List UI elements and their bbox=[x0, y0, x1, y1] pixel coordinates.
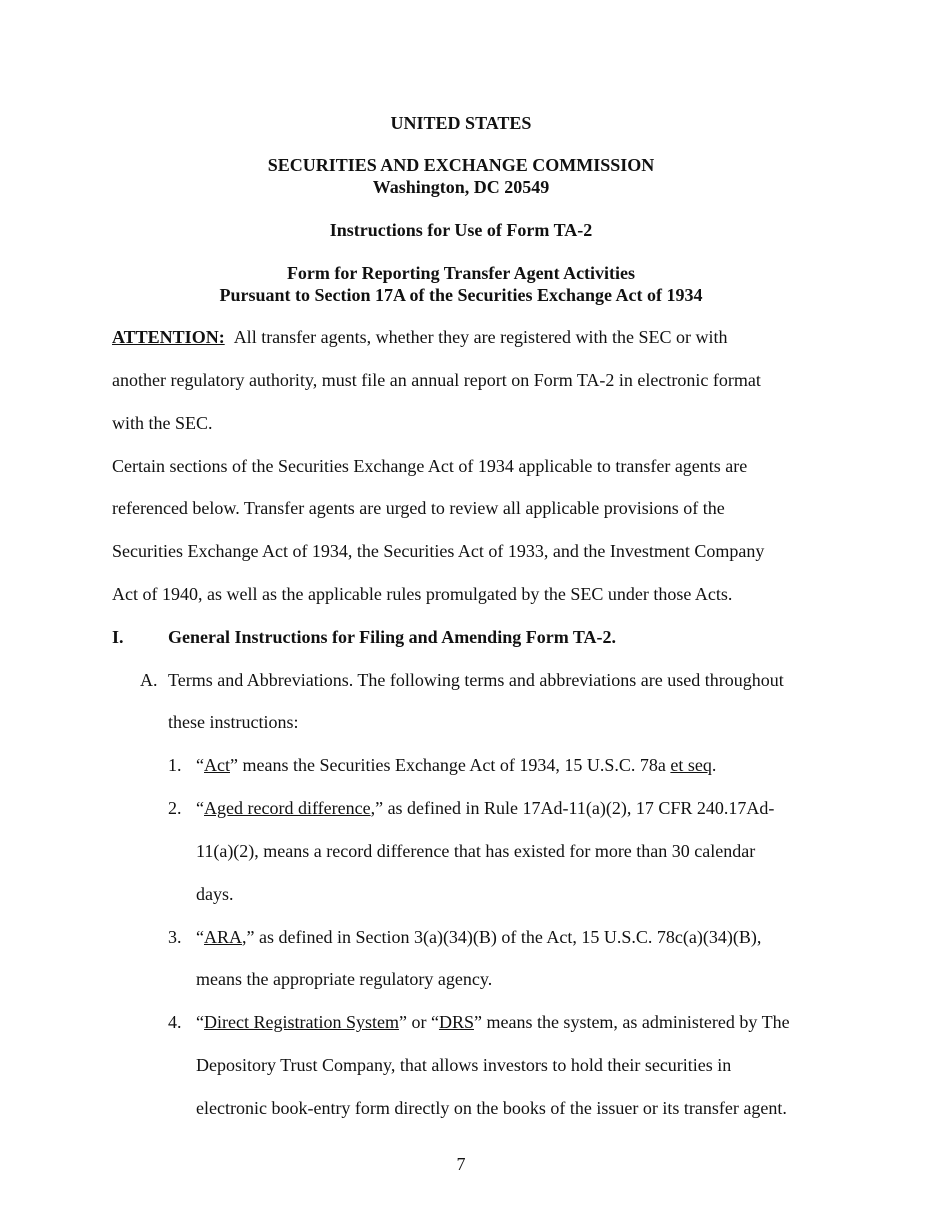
definition-drs-line1 bbox=[196, 1011, 790, 1033]
term-act: Act bbox=[204, 755, 230, 775]
section-number: I. bbox=[112, 627, 124, 647]
form-title-line1: Form for Reporting Transfer Agent Activities bbox=[286, 263, 636, 283]
definition-text: ,” as defined in Section 3(a)(34)(B) of the Act, 15 U.S.C. 78c(a)(34)(B), bbox=[242, 927, 762, 947]
attention-label: ATTENTION: bbox=[112, 327, 225, 347]
intro-line2: referenced below. Transfer agents are urged to review all applicable provisions of the bbox=[112, 498, 725, 518]
term-drs: DRS bbox=[438, 1012, 474, 1032]
attention-text: All transfer agents, whether they are registered with the SEC or with bbox=[233, 327, 728, 347]
definition-text: ” means the system, as administered by The bbox=[473, 1012, 790, 1032]
quote-open: “ bbox=[196, 755, 204, 775]
subsection-line2: these instructions: bbox=[168, 712, 299, 732]
term-ara: ARA bbox=[204, 927, 243, 947]
form-title-line2: Pursuant to Section 17A of the Securities Exchange Act of 1934 bbox=[219, 285, 703, 305]
definition-text: ” means the Securities Exchange Act of 1934, 15 U.S.C. 78a bbox=[230, 755, 671, 775]
definition-aged-record-line3: days. bbox=[196, 884, 234, 904]
subsection-line1: Terms and Abbreviations. The following terms and abbreviations are used throughout bbox=[168, 670, 784, 690]
definition-text: ,” as defined in Rule 17Ad-11(a)(2), 17 CFR 240.17Ad- bbox=[370, 798, 775, 818]
period: . bbox=[711, 755, 717, 775]
page-number: 7 bbox=[456, 1154, 466, 1174]
intro-line3: Securities Exchange Act of 1934, the Securities Act of 1933, and the Investment Company bbox=[112, 541, 765, 561]
quote-open: “ bbox=[196, 798, 204, 818]
term-aged-record-difference: Aged record difference bbox=[204, 798, 371, 818]
definition-act bbox=[196, 754, 716, 776]
definition-aged-record-line2: 11(a)(2), means a record difference that has existed for more than 30 calendar bbox=[196, 841, 756, 861]
heading-country: UNITED STATES bbox=[390, 113, 532, 133]
definition-number: 3. bbox=[168, 927, 182, 947]
definition-drs-line2: Depository Trust Company, that allows investors to hold their securities in bbox=[196, 1055, 732, 1075]
heading-agency: SECURITIES AND EXCHANGE COMMISSION bbox=[267, 155, 655, 175]
attention-line3: with the SEC. bbox=[112, 413, 213, 433]
definition-number: 1. bbox=[168, 755, 182, 775]
intro-line1: Certain sections of the Securities Exchange Act of 1934 applicable to transfer agents are bbox=[112, 456, 748, 476]
attention-paragraph-line1 bbox=[112, 326, 728, 348]
instructions-title: Instructions for Use of Form TA-2 bbox=[329, 220, 593, 240]
definition-number: 4. bbox=[168, 1012, 182, 1032]
definition-text: ” or “ bbox=[398, 1012, 439, 1032]
definition-ara-line2: means the appropriate regulatory agency. bbox=[196, 969, 493, 989]
term-direct-registration-system: Direct Registration System bbox=[204, 1012, 399, 1032]
attention-line2: another regulatory authority, must file an annual report on Form TA-2 in electronic format bbox=[112, 370, 761, 390]
intro-line4: Act of 1940, as well as the applicable rules promulgated by the SEC under those Acts. bbox=[112, 584, 733, 604]
et-seq: et seq bbox=[670, 755, 712, 775]
heading-address: Washington, DC 20549 bbox=[372, 177, 550, 197]
definition-ara-line1 bbox=[196, 926, 761, 948]
section-title: General Instructions for Filing and Amending Form TA-2. bbox=[168, 627, 617, 647]
quote-open: “ bbox=[196, 927, 204, 947]
quote-open: “ bbox=[196, 1012, 204, 1032]
definition-aged-record-line1 bbox=[196, 797, 774, 819]
definition-drs-line3: electronic book-entry form directly on the books of the issuer or its transfer agent. bbox=[196, 1098, 787, 1118]
definition-number: 2. bbox=[168, 798, 182, 818]
subsection-letter: A. bbox=[140, 670, 158, 690]
